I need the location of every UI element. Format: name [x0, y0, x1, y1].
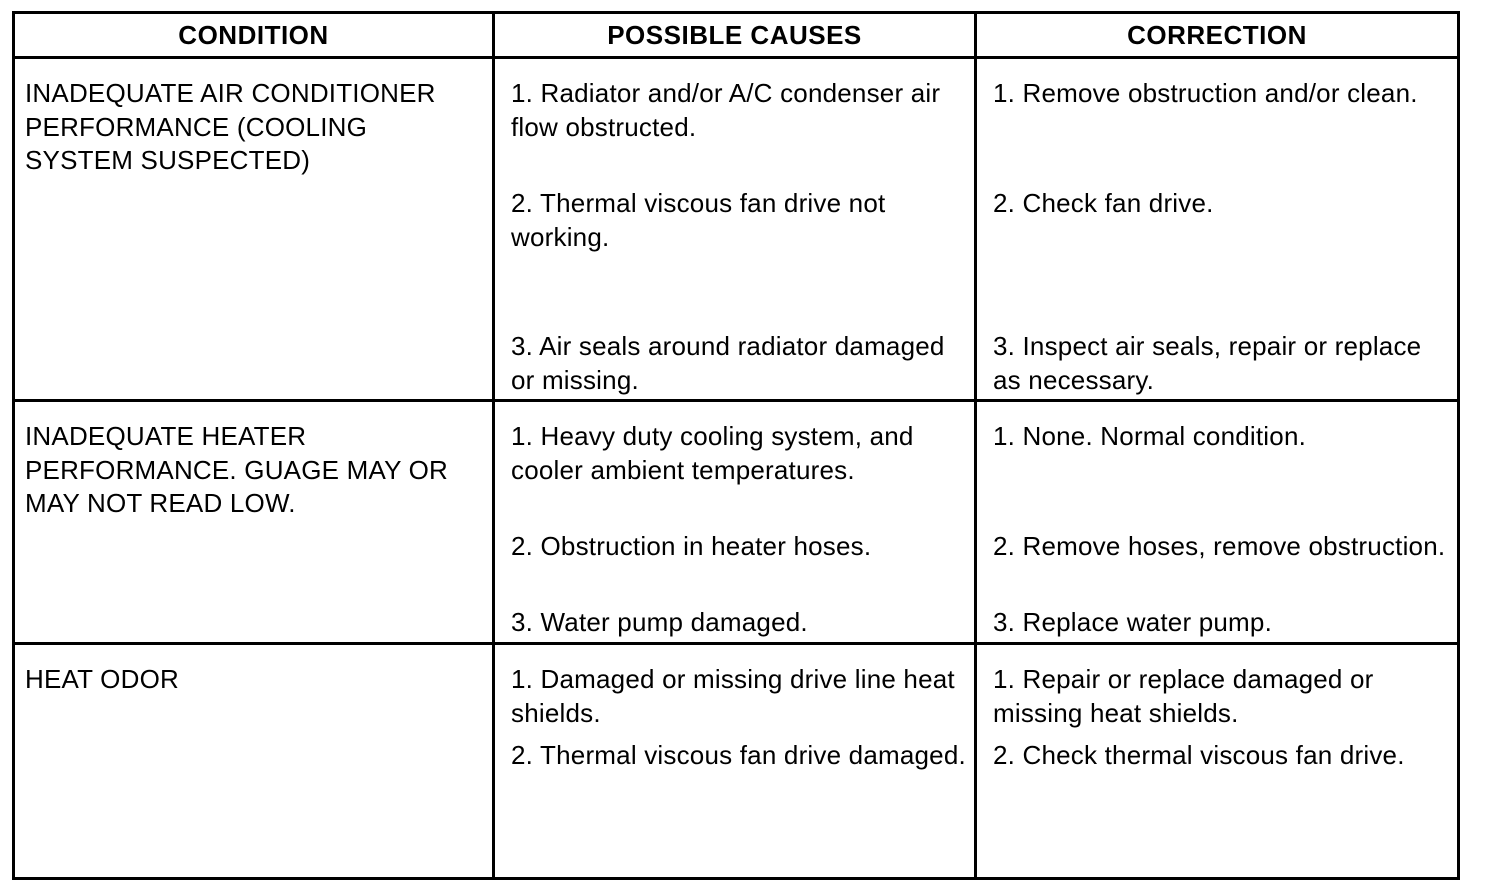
causes-cell	[494, 644, 976, 879]
cause-item: 2. Thermal viscous fan drive damaged.	[511, 740, 966, 770]
cause-item: 3. Water pump damaged.	[511, 607, 808, 637]
condition-cell	[14, 58, 494, 401]
cause-item: 3. Air seals around radiator damaged or missing.	[511, 331, 945, 395]
header-row	[14, 13, 1459, 58]
table-row	[14, 58, 1459, 401]
diagnosis-table	[12, 11, 1460, 880]
condition-cell	[14, 644, 494, 879]
correction-item: 2. Check thermal viscous fan drive.	[993, 740, 1405, 770]
correction-item: 2. Check fan drive.	[993, 188, 1214, 218]
condition-cell	[14, 401, 494, 644]
condition-text: INADEQUATE HEATER PERFORMANCE. GUAGE MAY OR MAY NOT READ LOW.	[25, 421, 448, 518]
cause-item: 2. Obstruction in heater hoses.	[511, 531, 872, 561]
correction-item: 3. Replace water pump.	[993, 607, 1272, 637]
cause-item: 1. Damaged or missing drive line heat shields.	[511, 664, 955, 728]
correction-item: 1. Repair or replace damaged or missing heat shields.	[993, 664, 1374, 728]
table-row	[14, 401, 1459, 644]
correction-cell	[976, 401, 1459, 644]
header-condition: CONDITION	[14, 13, 494, 58]
correction-cell	[976, 58, 1459, 401]
condition-text: INADEQUATE AIR CONDITIONER PERFORMANCE (COOLING SYSTEM SUSPECTED)	[25, 78, 436, 175]
table-row	[14, 644, 1459, 879]
header-correction: CORRECTION	[976, 13, 1459, 58]
correction-item: 3. Inspect air seals, repair or replace as necessary.	[993, 331, 1422, 395]
causes-cell	[494, 401, 976, 644]
correction-item: 1. None. Normal condition.	[993, 421, 1307, 451]
correction-item: 2. Remove hoses, remove obstruction.	[993, 531, 1446, 561]
correction-cell	[976, 644, 1459, 879]
condition-text: HEAT ODOR	[25, 664, 179, 694]
correction-item: 1. Remove obstruction and/or clean.	[993, 78, 1418, 108]
cause-item: 2. Thermal viscous fan drive not working.	[511, 188, 886, 252]
header-possible-causes: POSSIBLE CAUSES	[494, 13, 976, 58]
cause-item: 1. Heavy duty cooling system, and cooler ambient temperatures.	[511, 421, 914, 485]
causes-cell	[494, 58, 976, 401]
cause-item: 1. Radiator and/or A/C condenser air flow obstructed.	[511, 78, 941, 142]
